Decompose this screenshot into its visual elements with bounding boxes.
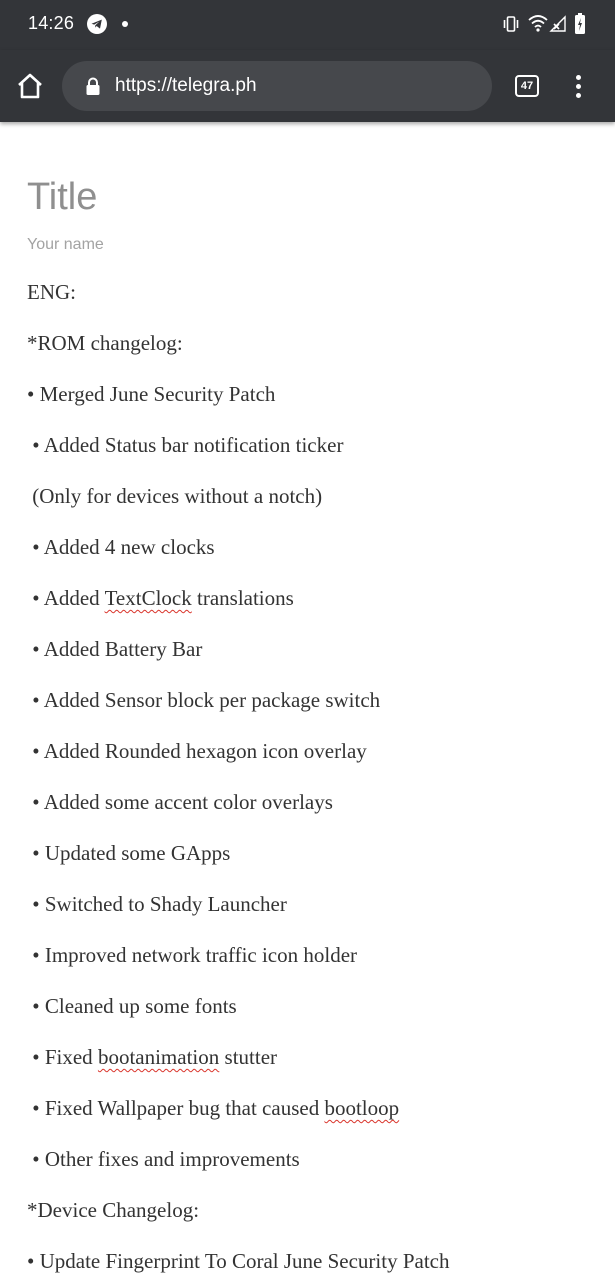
body-line[interactable]: • Added Battery Bar bbox=[27, 637, 203, 661]
home-icon[interactable] bbox=[14, 70, 46, 102]
vibrate-icon bbox=[502, 15, 520, 33]
title-field[interactable]: Title bbox=[27, 176, 98, 218]
body-text: • Fixed Wallpaper bug that caused bbox=[27, 1096, 325, 1120]
body-line[interactable]: *ROM changelog: bbox=[27, 331, 183, 355]
editor-content bbox=[0, 122, 615, 1280]
body-text: • Fixed bbox=[27, 1045, 98, 1069]
body-line[interactable]: • Updated some GApps bbox=[27, 841, 231, 865]
body-text: translations bbox=[191, 586, 294, 610]
body-text: stutter bbox=[219, 1045, 278, 1069]
body-text: • Added bbox=[27, 586, 105, 610]
tabs-icon[interactable] bbox=[515, 75, 539, 97]
author-field[interactable]: Your name bbox=[27, 236, 104, 253]
body-line[interactable]: • Improved network traffic icon holder bbox=[27, 943, 358, 967]
misspelled-word[interactable]: TextClock bbox=[104, 586, 192, 610]
body-line[interactable] bbox=[27, 1093, 399, 1123]
body-line[interactable]: (Only for devices without a notch) bbox=[27, 484, 323, 508]
body-line[interactable]: *Device Changelog: bbox=[27, 1198, 200, 1222]
body-line[interactable]: • Other fixes and improvements bbox=[27, 1147, 300, 1171]
misspelled-word[interactable]: bootanimation bbox=[97, 1045, 220, 1069]
url-text: https://telegra.ph bbox=[115, 75, 257, 96]
body-line[interactable] bbox=[27, 1042, 277, 1072]
body-line[interactable]: • Merged June Security Patch bbox=[27, 382, 276, 406]
status-bar bbox=[0, 0, 615, 50]
body-line[interactable]: • Added Status bar notification ticker bbox=[27, 433, 344, 457]
browser-toolbar bbox=[0, 50, 615, 122]
body-line[interactable]: • Added some accent color overlays bbox=[27, 790, 333, 814]
signal-icon bbox=[549, 15, 567, 33]
misspelled-word[interactable]: bootloop bbox=[324, 1096, 400, 1120]
body-line[interactable]: • Added Rounded hexagon icon overlay bbox=[27, 739, 367, 763]
body-line[interactable] bbox=[27, 583, 294, 613]
wifi-icon bbox=[528, 14, 548, 32]
notification-dot-icon bbox=[122, 21, 128, 27]
body-line[interactable]: • Update Fingerprint To Coral June Security Patch bbox=[27, 1249, 450, 1273]
body-line[interactable]: • Switched to Shady Launcher bbox=[27, 892, 287, 916]
more-vert-icon[interactable] bbox=[566, 74, 590, 100]
telegram-icon bbox=[87, 14, 107, 34]
battery-icon bbox=[574, 13, 586, 35]
tab-count: 47 bbox=[515, 75, 539, 97]
body-line[interactable]: • Added 4 new clocks bbox=[27, 535, 215, 559]
status-time: 14:26 bbox=[28, 13, 75, 33]
body-line[interactable]: ENG: bbox=[27, 280, 76, 304]
body-line[interactable]: • Added Sensor block per package switch bbox=[27, 688, 381, 712]
lock-icon bbox=[85, 77, 101, 95]
body-line[interactable]: • Cleaned up some fonts bbox=[27, 994, 237, 1018]
url-bar[interactable] bbox=[62, 61, 492, 111]
